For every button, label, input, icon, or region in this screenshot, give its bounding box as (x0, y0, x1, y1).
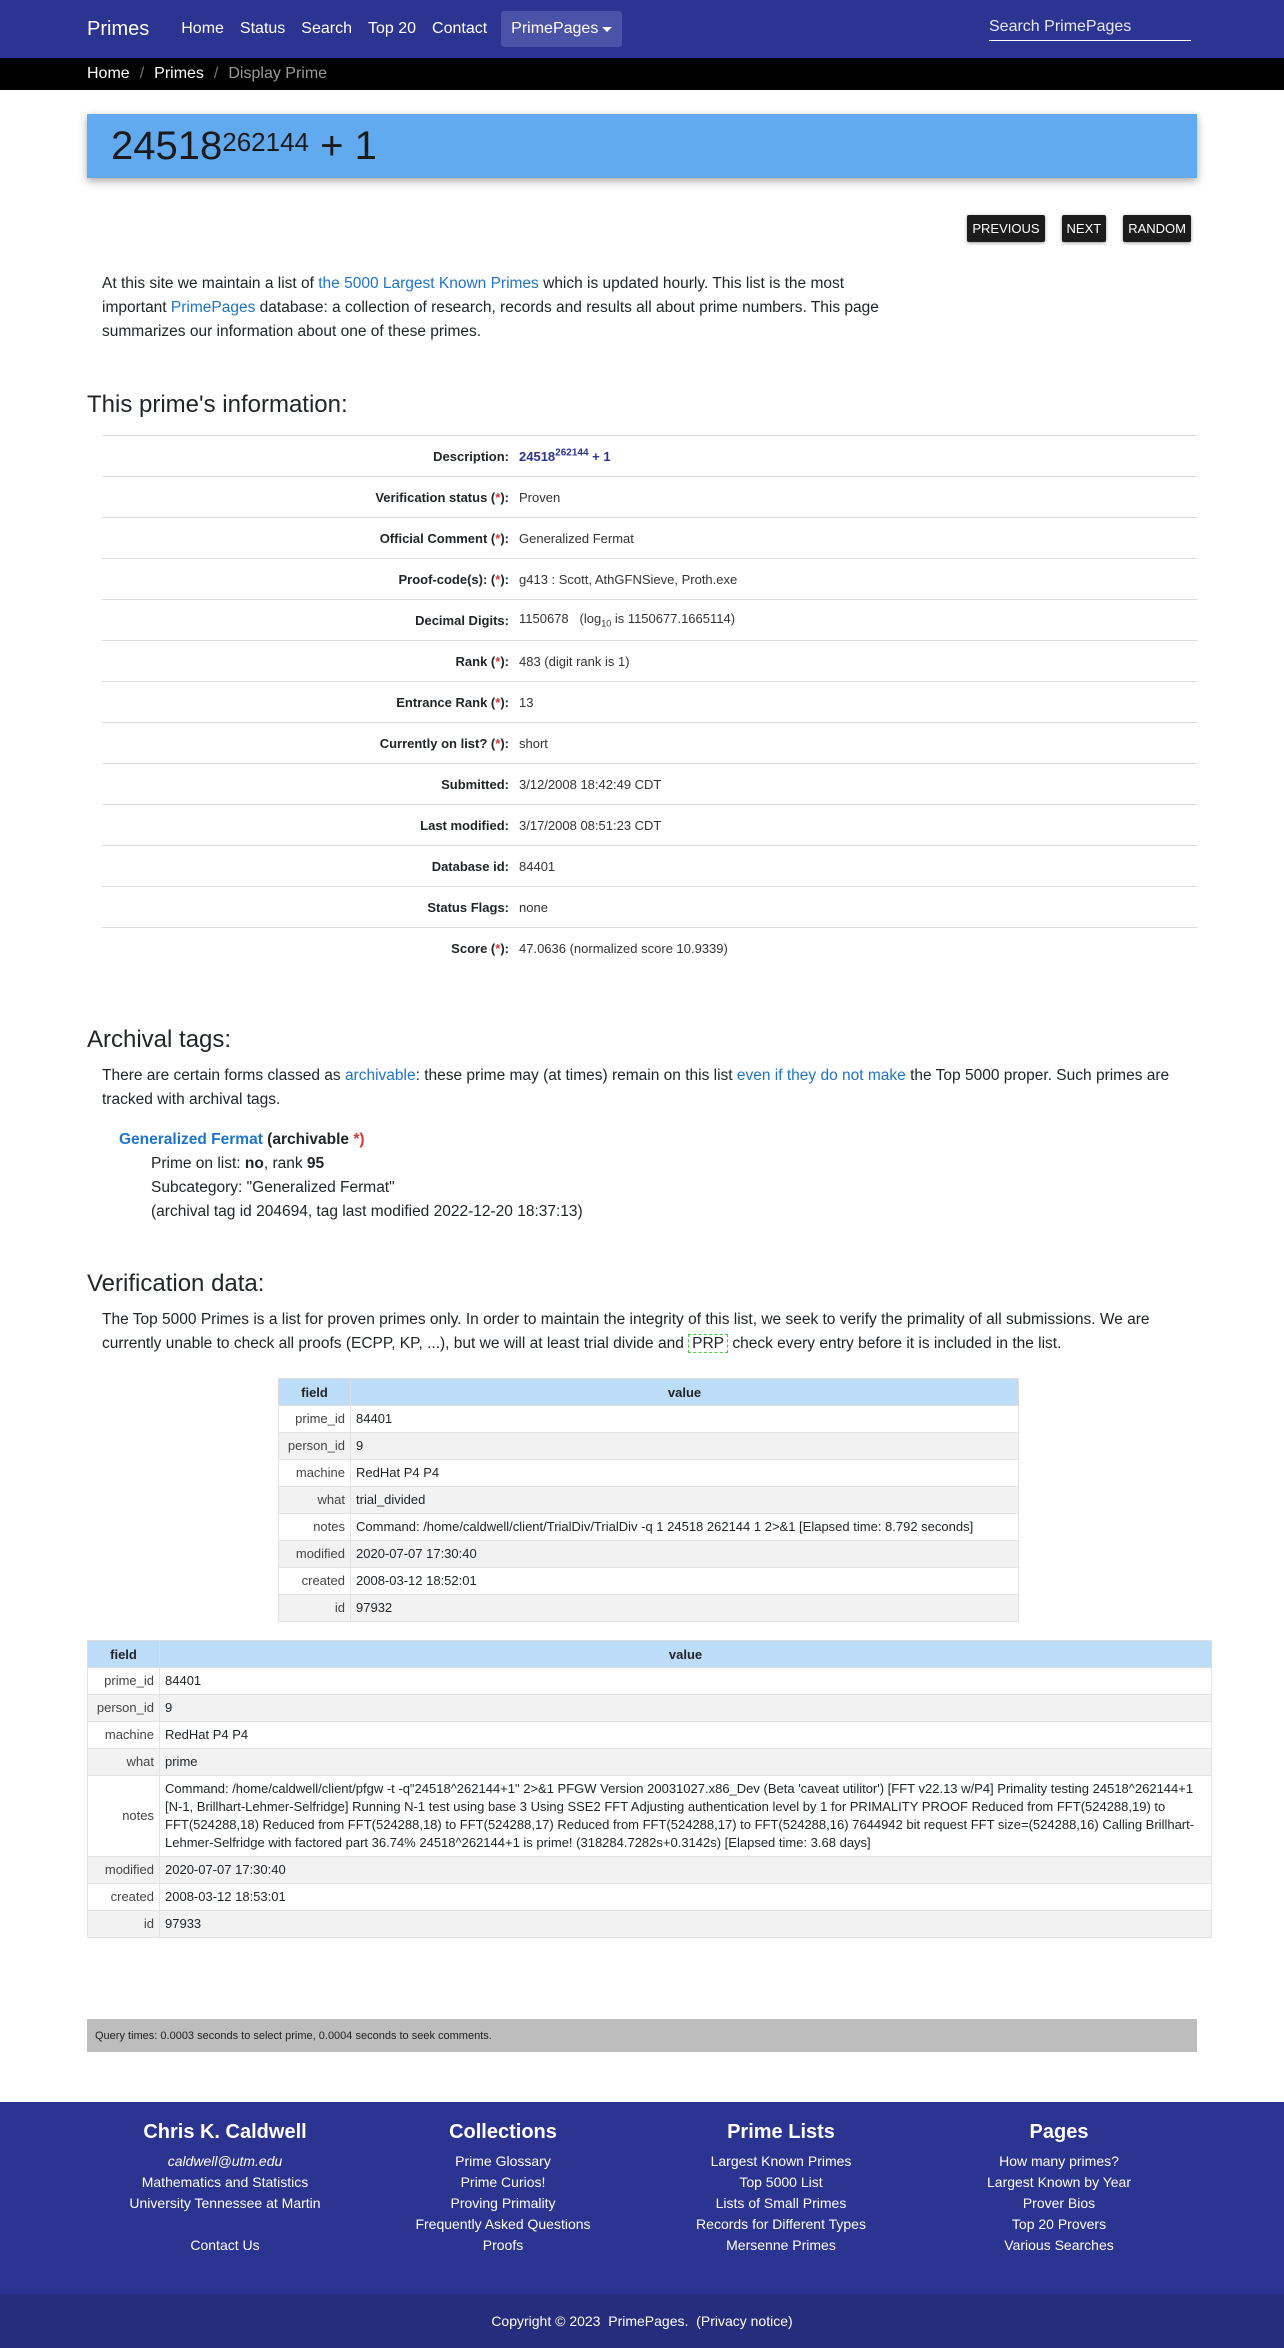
table-row (279, 1541, 1019, 1568)
largest-primes-link[interactable]: the 5000 Largest Known Primes (318, 275, 539, 292)
title-base: 24518 (111, 123, 223, 168)
footer-link[interactable]: Largest Known by Year (987, 2174, 1131, 2190)
search-input[interactable] (989, 18, 1191, 36)
value-cell: 2008-03-12 18:53:01 (160, 1884, 1212, 1911)
verification-paragraph: The Top 5000 Primes is a list for proven primes only. In order to maintain the integrity of this list, we seek to verify the primality of all submissions. We are currently unable to check all proofs (ECPP, KP, ...), but we will at least trial divide and PRP check every entry before it is included in the list. (102, 1311, 1150, 1352)
footer-link[interactable]: How many primes? (999, 2153, 1119, 2169)
breadcrumb (0, 58, 1284, 90)
main-container (87, 114, 1197, 2052)
column-header: field (279, 1379, 351, 1406)
breadcrumb-home[interactable]: Home (87, 65, 130, 82)
footer-col-author (86, 2122, 364, 2294)
contact-us-link[interactable]: Contact Us (190, 2237, 260, 2253)
info-label: Status Flags: (427, 899, 509, 915)
table-row (279, 1595, 1019, 1622)
verification-table-1 (278, 1378, 1019, 1622)
footer-link[interactable]: Top 5000 List (739, 2174, 823, 2190)
value-cell: 2020-07-07 17:30:40 (160, 1857, 1212, 1884)
field-cell: created (88, 1884, 160, 1911)
verification-table-2 (87, 1640, 1212, 1938)
table-row (279, 1406, 1019, 1433)
footer-link[interactable]: Prime Glossary (455, 2153, 551, 2169)
column-header: value (351, 1379, 1019, 1406)
intro-text: which is updated hourly. This list is the most important (102, 275, 845, 316)
intro-text: At this site we maintain a list of (102, 275, 319, 292)
generalized-fermat-link[interactable]: Generalized Fermat (119, 1131, 263, 1148)
info-row-comment (102, 517, 1197, 558)
help-star-link[interactable]: * (495, 940, 501, 956)
value-cell: 84401 (160, 1668, 1212, 1695)
table-row (88, 1722, 1212, 1749)
footer-heading: Chris K. Caldwell (143, 2121, 307, 2143)
privacy-notice-link[interactable]: Privacy notice (700, 2313, 789, 2329)
primepages-link[interactable]: PrimePages (170, 299, 256, 316)
primepages-dropdown[interactable] (501, 11, 622, 47)
query-times: Query times: 0.0003 seconds to select prime, 0.0004 seconds to seek comments. (87, 2019, 1197, 2052)
field-cell: prime_id (279, 1406, 351, 1433)
help-star-link[interactable]: * (495, 530, 501, 546)
copyright-text: ) (788, 2313, 793, 2329)
footer-text: University Tennessee at Martin (129, 2195, 321, 2211)
info-row-digits (102, 599, 1197, 640)
footer-text: Mathematics and Statistics (141, 2174, 309, 2190)
field-cell: notes (279, 1514, 351, 1541)
field-cell: notes (88, 1776, 160, 1857)
nav-search[interactable]: Search (301, 20, 352, 37)
info-value: short (519, 735, 548, 751)
archival-paragraph: There are certain forms classed as archivable: these prime may (at times) remain on this list even if they do not make the Top 5000 proper. Such primes are tracked with archival tags. (102, 1067, 1170, 1108)
breadcrumb-current: Display Prime (228, 65, 328, 82)
footer-col-collections (364, 2122, 642, 2294)
info-label: Entrance Rank (*): (396, 694, 509, 710)
value-cell: 97933 (160, 1911, 1212, 1938)
archival-tag (87, 1128, 1197, 1224)
title-exponent: 262144 (222, 126, 309, 157)
info-row-dbid (102, 845, 1197, 886)
table-row (88, 1668, 1212, 1695)
breadcrumb-separator: / (213, 65, 219, 82)
info-value: 84401 (519, 858, 556, 874)
copyright-bar (0, 2294, 1284, 2348)
table-row (279, 1487, 1019, 1514)
field-cell: what (279, 1487, 351, 1514)
field-cell: machine (279, 1460, 351, 1487)
help-star-link[interactable]: * (495, 571, 501, 587)
footer-link[interactable]: Records for Different Types (696, 2216, 866, 2232)
info-label: Database id: (431, 858, 509, 874)
breadcrumb-primes[interactable]: Primes (154, 65, 204, 82)
table-row (88, 1695, 1212, 1722)
value-cell: Command: /home/caldwell/client/pfgw -t -q"24518^262144+1" 2>&1 PFGW Version 20031027.x86_Dev (Beta 'caveat utilitor') [FFT v22.13 w/P4] Primality testing 24518^262144+1 [N-1, Brillhart-Lehmer-Selfridge] Running N-1 test using base 3 Using SSE2 FFT Adjusting authentication level by 1 for PRIMALITY PROOF Reduced from FFT(524288,19) to FFT(524288,18) Reduced from FFT(524288,18) to FFT(524288,17) Reduced from FFT(524288,17) to FFT(524288,16) 7644942 bit request FFT size=(524288,16) Calling Brillhart-Lehmer-Selfridge with factored part 36.74% 24518^262144+1 is prime! (318284.7282s+0.3142s) [Elapsed time: 3.68 days] (160, 1776, 1212, 1857)
info-value: Generalized Fermat (519, 530, 634, 546)
field-cell: person_id (88, 1695, 160, 1722)
next-button[interactable]: NEXT (1062, 215, 1107, 242)
info-value: 3/17/2008 08:51:23 CDT (519, 817, 662, 833)
verification-heading: Verification data: (87, 1270, 265, 1297)
value-cell: 2020-07-07 17:30:40 (351, 1541, 1019, 1568)
archival-subcategory: Subcategory: "Generalized Fermat" (151, 1179, 395, 1196)
nav-contact[interactable]: Contact (432, 20, 488, 37)
info-row-flags (102, 886, 1197, 927)
info-label: Decimal Digits: (415, 612, 509, 628)
info-value: Proven (519, 489, 561, 505)
footer-link[interactable]: Proving Primality (450, 2195, 556, 2211)
info-row-submitted (102, 763, 1197, 804)
email-link[interactable]: caldwell@utm.edu (167, 2153, 283, 2169)
info-row-entrance-rank (102, 681, 1197, 722)
field-cell: id (88, 1911, 160, 1938)
table-row (88, 1884, 1212, 1911)
footer-link[interactable]: Top 20 Provers (1011, 2216, 1107, 2232)
caret-down-icon (602, 27, 612, 32)
value-cell: prime (160, 1749, 1212, 1776)
breadcrumb-separator: / (139, 65, 145, 82)
info-value: g413 : Scott, AthGFNSieve, Proth.exe (519, 571, 738, 587)
footer-link[interactable]: Largest Known Primes (710, 2153, 852, 2169)
footer-spacer (86, 2214, 364, 2235)
footer-link[interactable]: Mersenne Primes (726, 2237, 836, 2253)
footer-heading: Collections (449, 2121, 557, 2143)
table-row (88, 1911, 1212, 1938)
info-label: Official Comment (*): (379, 530, 509, 546)
nav-status[interactable]: Status (239, 20, 286, 37)
nav-home[interactable]: Home (181, 20, 224, 37)
info-row-description (102, 435, 1197, 476)
footer-col-pages (920, 2122, 1198, 2294)
value-cell: RedHat P4 P4 (351, 1460, 1019, 1487)
value-cell: 9 (351, 1433, 1019, 1460)
info-label: Verification status (*): (375, 489, 509, 505)
info-table (102, 435, 1197, 968)
field-cell: created (279, 1568, 351, 1595)
footer-col-prime-lists (642, 2122, 920, 2294)
value-cell: 84401 (351, 1406, 1019, 1433)
value-cell: trial_divided (351, 1487, 1019, 1514)
table-row (88, 1776, 1212, 1857)
archival-heading: Archival tags: (87, 1026, 232, 1053)
footer-link[interactable]: Various Searches (1004, 2237, 1114, 2253)
info-label: Rank (*): (455, 653, 509, 669)
table-row (88, 1857, 1212, 1884)
footer-heading: Prime Lists (727, 2121, 835, 2143)
info-label: Last modified: (420, 817, 509, 833)
field-cell: id (279, 1595, 351, 1622)
info-label: Currently on list? (*): (379, 735, 509, 751)
copyright-text: . ( (684, 2313, 701, 2329)
field-cell: modified (88, 1857, 160, 1884)
info-row-onlist (102, 722, 1197, 763)
field-cell: prime_id (88, 1668, 160, 1695)
copyright-text: Copyright © 2023 (491, 2313, 609, 2329)
help-star-link[interactable]: * (353, 1131, 360, 1148)
help-star-link[interactable]: * (495, 489, 501, 505)
value-cell: Command: /home/caldwell/client/TrialDiv/TrialDiv -q 1 24518 262144 1 2>&1 [Elapsed time: 8.792 seconds] (351, 1514, 1019, 1541)
random-button[interactable]: RANDOM (1123, 215, 1191, 242)
footer-link[interactable]: Proofs (482, 2237, 524, 2253)
table-row (279, 1568, 1019, 1595)
footer-heading: Pages (1029, 2121, 1089, 2143)
info-value: 3/12/2008 18:42:49 CDT (519, 776, 662, 792)
prp-abbr[interactable]: PRP (688, 1334, 728, 1353)
table-row (279, 1433, 1019, 1460)
info-label: Submitted: (441, 776, 509, 792)
primepages-footer-link[interactable]: PrimePages (608, 2313, 685, 2329)
info-value: 13 (519, 694, 534, 710)
brand-link[interactable]: Primes (87, 17, 150, 40)
footer (0, 2102, 1284, 2294)
info-heading: This prime's information: (87, 391, 348, 418)
info-row-proof (102, 558, 1197, 599)
info-value: 483 (digit rank is 1) (519, 653, 630, 669)
info-row-modified (102, 804, 1197, 845)
archival-tag-info: (archival tag id 204694, tag last modified 2022-12-20 18:37:13) (151, 1203, 583, 1220)
archivable-link[interactable]: archivable (344, 1067, 416, 1084)
search-wrap (989, 18, 1191, 41)
table-row (279, 1460, 1019, 1487)
value-cell: RedHat P4 P4 (160, 1722, 1212, 1749)
column-header: field (88, 1641, 160, 1668)
field-cell: modified (279, 1541, 351, 1568)
dropdown-label: PrimePages (511, 20, 599, 37)
value-cell: 97932 (351, 1595, 1019, 1622)
even-if-link[interactable]: even if they do not make (736, 1067, 906, 1084)
footer-link[interactable]: Lists of Small Primes (715, 2195, 847, 2211)
value-cell: 2008-03-12 18:52:01 (351, 1568, 1019, 1595)
page-title (87, 114, 1197, 178)
info-row-score (102, 927, 1197, 968)
info-row-rank (102, 640, 1197, 681)
info-value: 47.0636 (normalized score 10.9339) (519, 940, 728, 956)
help-star-link[interactable]: * (495, 735, 501, 751)
intro-paragraph (87, 272, 907, 344)
description-link[interactable]: $24518^{262144} + 1$ (519, 447, 611, 465)
archival-tag-title: Generalized Fermat (archivable *) (119, 1131, 365, 1148)
title-rest: + 1 (309, 123, 377, 168)
navbar (0, 0, 1284, 58)
footer-link[interactable]: Frequently Asked Questions (415, 2216, 591, 2232)
info-label: Score (*): (451, 940, 509, 956)
intro-text: database: a collection of research, records and results all about prime numbers. This page summarizes our information about one of these primes. (102, 299, 879, 340)
info-label: Description: (433, 448, 509, 464)
pager (87, 215, 1197, 242)
info-label: Proof-code(s): (*): (398, 571, 509, 587)
help-star-link[interactable]: * (495, 694, 501, 710)
column-header: value (160, 1641, 1212, 1668)
info-value (519, 448, 1197, 464)
info-row-verification (102, 476, 1197, 517)
field-cell: what (88, 1749, 160, 1776)
archival-onlist: Prime on list: no, rank 95 (151, 1155, 325, 1172)
previous-button[interactable]: PREVIOUS (967, 215, 1044, 242)
table-row (88, 1749, 1212, 1776)
table-row (279, 1514, 1019, 1541)
help-star-link[interactable]: * (495, 653, 501, 669)
info-value: none (519, 899, 548, 915)
info-value: 1150678 ($\log_{10}$ is 1150677.1665114) (519, 611, 736, 629)
nav-top20[interactable]: Top 20 (367, 20, 417, 37)
field-cell: machine (88, 1722, 160, 1749)
footer-link[interactable]: Prover Bios (1022, 2195, 1096, 2211)
field-cell: person_id (279, 1433, 351, 1460)
value-cell: 9 (160, 1695, 1212, 1722)
footer-link[interactable]: Prime Curios! (460, 2174, 546, 2190)
